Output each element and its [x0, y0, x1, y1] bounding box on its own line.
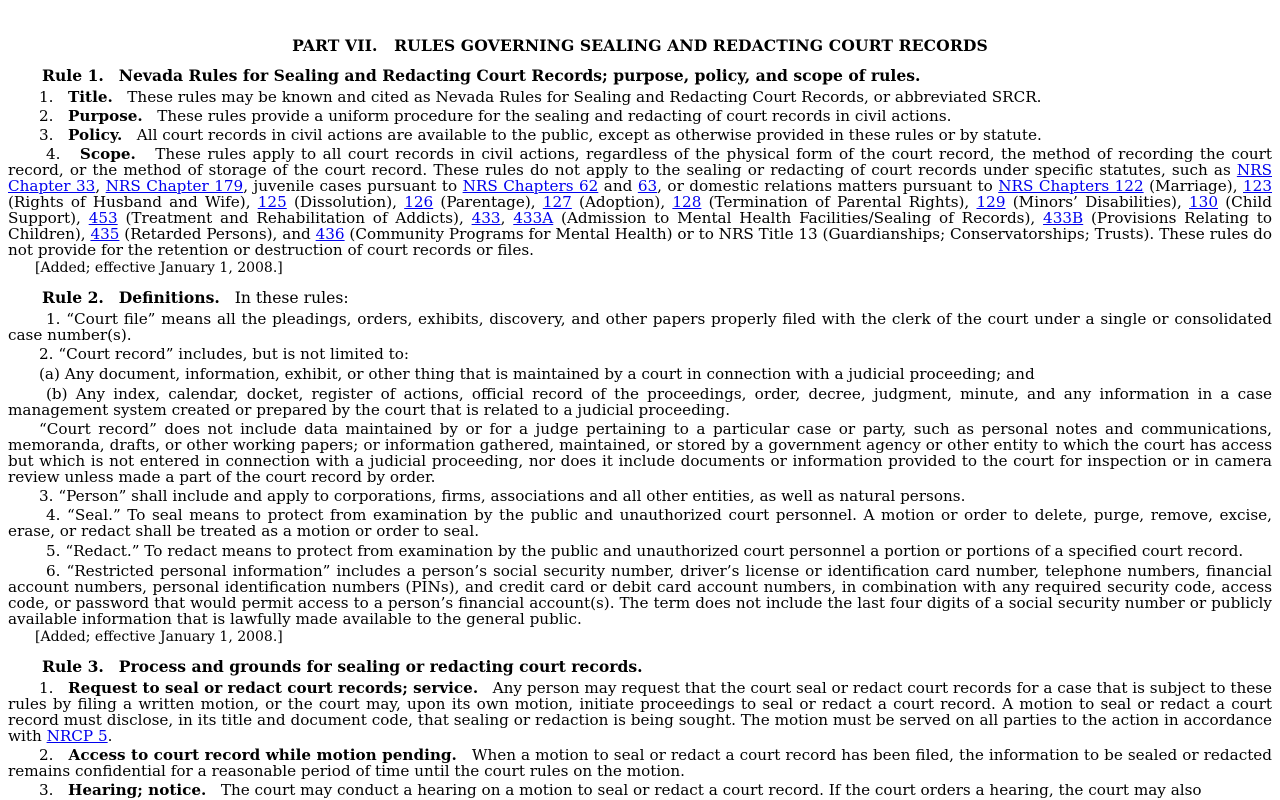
link-nrcp-5[interactable]: NRCP 5 — [46, 727, 108, 745]
subsection-number: 1. — [39, 679, 54, 697]
text-fragment: (Rights of Husband and Wife), — [8, 193, 258, 211]
subsection-number: 2. — [39, 746, 54, 764]
subsection-term: Purpose. — [67, 107, 143, 125]
rule-number: Rule 2. — [42, 288, 104, 307]
link-nrs-127[interactable]: 127 — [542, 193, 572, 211]
link-nrs-123[interactable]: 123 — [1243, 177, 1272, 195]
link-nrs-128[interactable]: 128 — [672, 193, 702, 211]
subsection-text: These rules provide a uniform procedure for the sealing and redacting of court records in civil actions. — [157, 107, 952, 125]
subsection-text: The court may conduct a hearing on a motion to seal or redact a court record. If the court orders a hearing, the court may also — [220, 781, 1202, 799]
rule-2-definition-4: 4. “Seal.” To seal means to protect from examination by the public and unauthorized court personnel. A motion or order to delete, purge, remove, excise, erase, or redact shall be treated as a motion or order to seal. — [8, 506, 1272, 540]
subsection-term: Access to court record while motion pending. — [68, 746, 457, 764]
rule-1-subsection-4 — [8, 143, 1272, 258]
subsection-term: Hearing; notice. — [67, 781, 207, 799]
rule-2-definition-3: 3. “Person” shall include and apply to corporations, firms, associations and all other entities, as well as natural persons. — [39, 487, 966, 505]
link-nrs-433b[interactable]: 433B — [1043, 209, 1084, 227]
link-nrs-chapter-179[interactable]: NRS Chapter 179 — [105, 177, 244, 195]
text-fragment: , or domestic relations matters pursuant to — [657, 177, 999, 195]
link-nrs-433a[interactable]: 433A — [513, 209, 554, 227]
text-fragment: (Dissolution), — [286, 193, 405, 211]
text-fragment: (Retarded Persons), and — [119, 225, 316, 243]
rule-3-subsection-2 — [8, 744, 1272, 779]
subsection-term: Policy. — [67, 126, 123, 144]
text-fragment: (Provisions Relating to Children), — [8, 209, 1273, 243]
rule-1-subsection-2 — [8, 105, 1272, 124]
subsection-text: These rules apply to all court records in civil actions, regardless of the physical form of the court record, the method of recording the court record, or the method of storage of the court record. These rules do not apply to the sealing or redacting of court records under specific statutes, such as — [8, 145, 1273, 179]
rule-2-definition-5: 5. “Redact.” To redact means to protect from examination by the public and unauthorized court personnel a portion or portions of a specified court record. — [46, 542, 1244, 560]
subsection-number: 3. — [39, 781, 54, 799]
text-fragment: and — [598, 177, 638, 195]
rule-3-subsection-3 — [8, 779, 1272, 798]
subsection-term: Title. — [67, 88, 113, 106]
subsection-term: Request to seal or redact court records; service. — [68, 679, 479, 697]
rule-2-definition-2-exclusion: “Court record” does not include data maintained by or for a judge pertaining to a particular case or party, such as personal notes and communications, memoranda, drafts, or other working papers; or information gathered, maintained, or stored by a government agency or other entity to which the court has access but which is not entered in connection with a judicial proceeding, nor does it include documents or information provided to the court for inspection or in camera review unless made a part of the court record by order. — [8, 420, 1272, 486]
text-fragment: (Child Support), — [8, 193, 1272, 227]
subsection-number: 2. — [39, 107, 54, 125]
rule-2-definition-2a: (a) Any document, information, exhibit, or other thing that is maintained by a court in connection with a judicial proceeding; and — [39, 365, 1035, 383]
rule-3-subsection-1 — [8, 677, 1272, 744]
rule-number: Rule 3. — [42, 657, 104, 676]
link-nrs-chapters-122[interactable]: NRS Chapters 122 — [998, 177, 1144, 195]
subsection-number: 1. — [39, 88, 54, 106]
rule-2-definition-2: 2. “Court record” includes, but is not limited to: — [39, 345, 409, 363]
section-gap — [8, 645, 1272, 657]
text-fragment: (Parentage), — [433, 193, 543, 211]
rule-3-heading — [8, 657, 1272, 677]
link-nrs-chapters-62[interactable]: NRS Chapters 62 — [462, 177, 599, 195]
link-nrs-436[interactable]: 436 — [315, 225, 345, 243]
subsection-number: 4. — [46, 145, 61, 163]
rule-2-definition-1: 1. “Court file” means all the pleadings, orders, exhibits, discovery, and other papers properly filed with the clerk of the court under a single or consolidated case number(s). — [8, 310, 1272, 344]
link-nrs-125[interactable]: 125 — [257, 193, 287, 211]
text-fragment: , — [500, 209, 514, 227]
text-fragment: . — [107, 727, 113, 745]
subsection-number: 3. — [39, 126, 54, 144]
section-gap — [8, 276, 1272, 288]
rule-2-definition-2b: (b) Any index, calendar, docket, register of actions, official record of the proceedings, order, decree, judgment, minute, and any information in a case management system created or prepared by the court that is related to a judicial proceeding. — [8, 385, 1272, 419]
rule-heading-text: Process and grounds for sealing or redacting court records. — [118, 657, 643, 676]
link-nrs-453[interactable]: 453 — [88, 209, 118, 227]
subsection-text: All court records in civil actions are available to the public, except as otherwise provided in these rules or by statute. — [136, 126, 1042, 144]
subsection-text: Any person may request that the court seal or redact court records for a case that is subject to these rules by filing a written motion, or the court may, upon its own motion, initiate proceedings to seal or redact a court record. A motion to seal or redact a court record must disclose, in its title and document code, that sealing or redaction is being sought. The motion must be served on all parties to the action in accordance with — [8, 679, 1272, 745]
page-title: PART VII. RULES GOVERNING SEALING AND REDACTING COURT RECORDS — [292, 36, 988, 55]
rule-2-section — [8, 288, 1272, 645]
link-nrs-126[interactable]: 126 — [404, 193, 434, 211]
subsection-term: Scope. — [79, 145, 136, 163]
rule-3-section — [8, 657, 1272, 798]
text-fragment: (Adoption), — [571, 193, 673, 211]
link-nrs-129[interactable]: 129 — [976, 193, 1006, 211]
subsection-text: When a motion to seal or redact a court record has been filed, the information to be sealed or redacted remains confidential for a reasonable period of time until the court rules on the motion. — [8, 746, 1273, 780]
text-fragment: (Marriage), — [1143, 177, 1243, 195]
rule-2-heading — [8, 288, 1272, 308]
rule-1-added-note: [Added; effective January 1, 2008.] — [35, 260, 283, 276]
text-fragment: (Termination of Parental Rights), — [701, 193, 977, 211]
rule-2-added-note: [Added; effective January 1, 2008.] — [35, 629, 283, 645]
rule-1-section — [8, 66, 1272, 276]
text-fragment: , juvenile cases pursuant to — [243, 177, 463, 195]
subsection-text: These rules may be known and cited as Nevada Rules for Sealing and Redacting Court Records, or abbreviated SRCR. — [127, 88, 1042, 106]
rule-heading-text: Nevada Rules for Sealing and Redacting Court Records; purpose, policy, and scope of rules. — [118, 66, 921, 85]
text-fragment: (Admission to Mental Health Facilities/Sealing of Records), — [553, 209, 1044, 227]
text-fragment: (Community Programs for Mental Health) or to NRS Title 13 (Guardianships; Conservatorships; Trusts). These rules do not provide for the retention or destruction of court records or files. — [8, 225, 1272, 259]
text-fragment: , — [95, 177, 106, 195]
rule-1-subsection-3 — [8, 124, 1272, 143]
rule-1-subsection-1 — [8, 86, 1272, 105]
rule-heading-text: Definitions. — [118, 288, 220, 307]
rule-1-heading — [8, 66, 1272, 86]
rule-2-definition-6: 6. “Restricted personal information” includes a person’s social security number, driver’s license or identification card number, telephone numbers, financial account numbers, personal identification numbers (PINs), and credit card or debit card account numbers, in combination with any required security code, access code, or password that would permit access to a person’s financial account(s). The term does not include the last four digits of a social security number or publicly available information that is lawfully made available to the general public. — [8, 562, 1272, 628]
text-fragment: (Minors’ Disabilities), — [1005, 193, 1189, 211]
link-nrs-63[interactable]: 63 — [637, 177, 658, 195]
link-nrs-433[interactable]: 433 — [471, 209, 501, 227]
document-page — [8, 0, 1272, 798]
link-nrs-130[interactable]: 130 — [1189, 193, 1218, 211]
rule-heading-intro: In these rules: — [234, 289, 349, 307]
rule-number: Rule 1. — [42, 66, 104, 85]
link-nrs-chapter-33[interactable]: NRS Chapter 33 — [8, 161, 1272, 195]
text-fragment: (Treatment and Rehabilitation of Addicts), — [117, 209, 472, 227]
link-nrs-435[interactable]: 435 — [90, 225, 120, 243]
